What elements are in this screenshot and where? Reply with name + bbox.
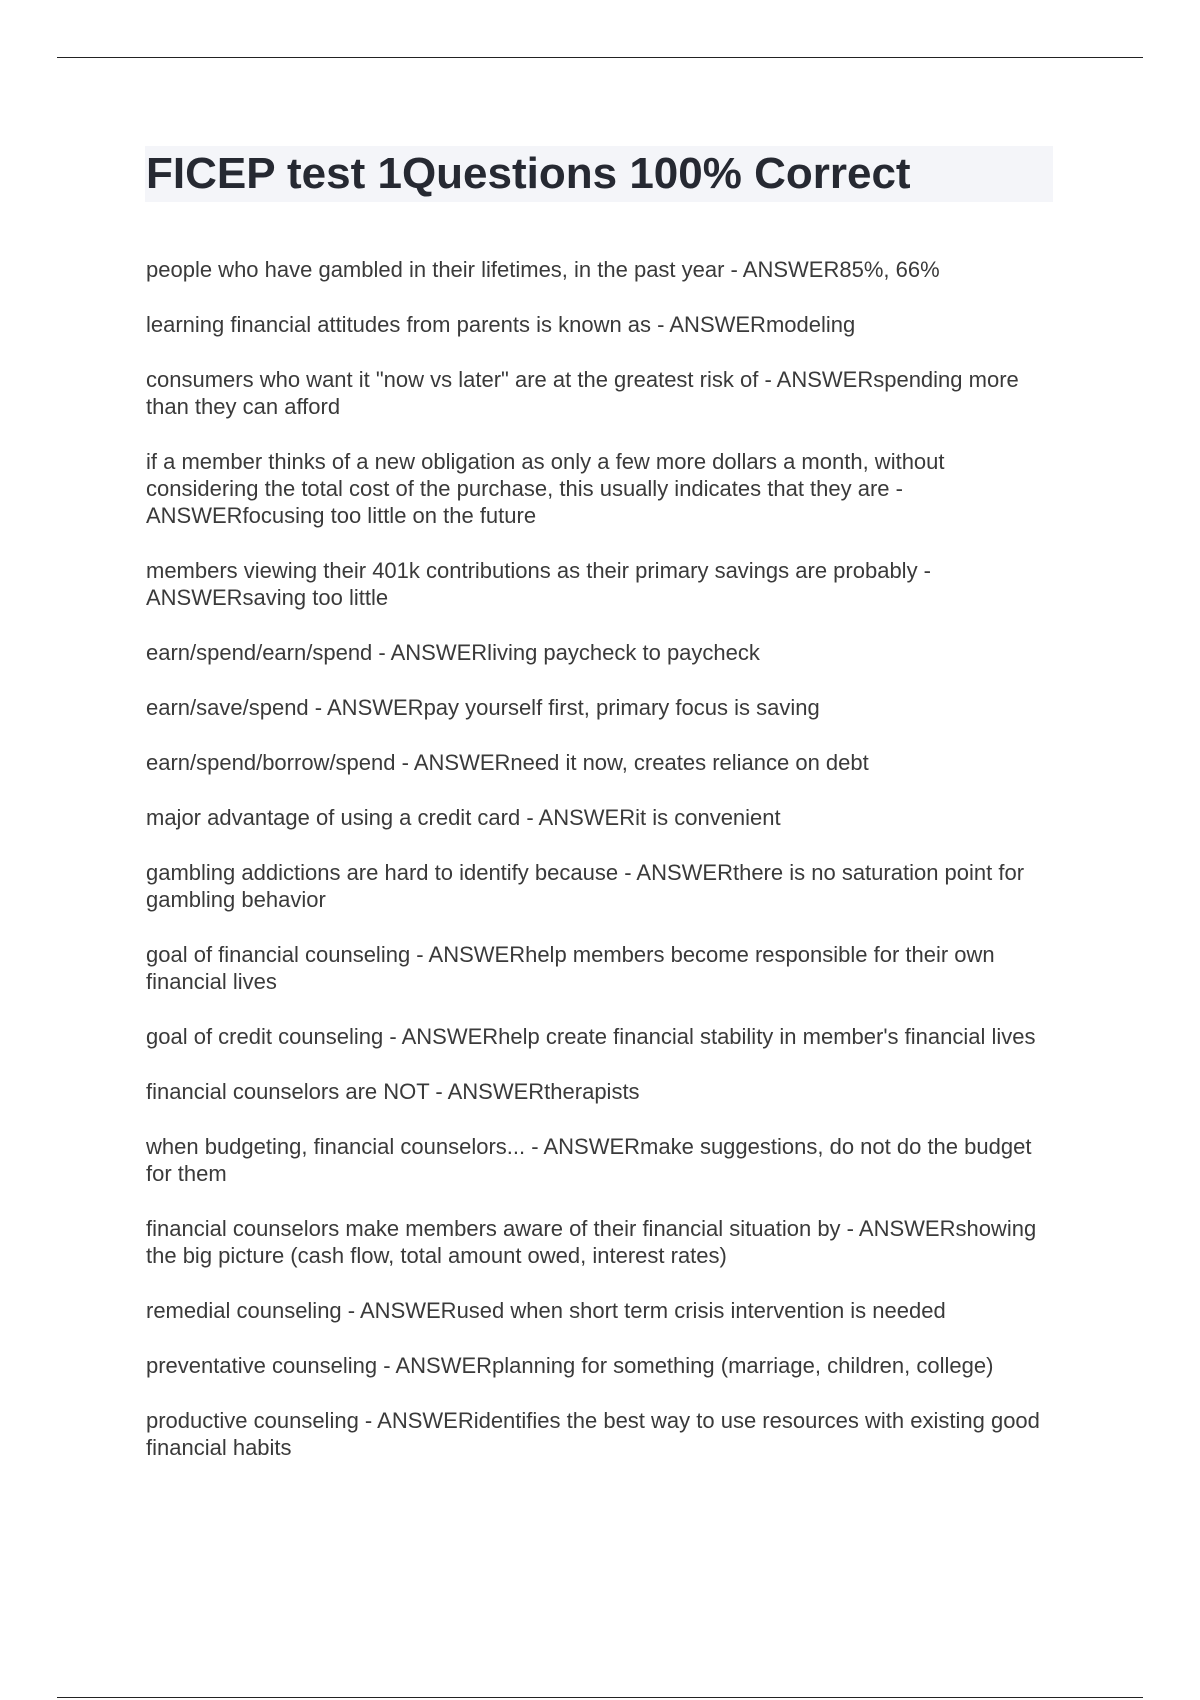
qa-item: remedial counseling - ANSWERused when short term crisis intervention is needed [146,1298,946,1323]
bottom-rule [57,1697,1143,1698]
qa-item: when budgeting, financial counselors... - ANSWERmake suggestions, do not do the budget for them [146,1134,1032,1186]
qa-item: people who have gambled in their lifetimes, in the past year - ANSWER85%, 66% [146,257,940,282]
qa-item: goal of financial counseling - ANSWERhelp members become responsible for their own financial lives [146,942,995,994]
qa-item: consumers who want it "now vs later" are at the greatest risk of - ANSWERspending more than they can afford [146,367,1019,419]
qa-item: major advantage of using a credit card - ANSWERit is convenient [146,805,781,830]
qa-item: earn/spend/earn/spend - ANSWERliving paycheck to paycheck [146,640,760,665]
qa-item: earn/save/spend - ANSWERpay yourself first, primary focus is saving [146,695,820,720]
top-rule [57,57,1143,58]
qa-item: learning financial attitudes from parents is known as - ANSWERmodeling [146,312,856,337]
qa-item: financial counselors are NOT - ANSWERtherapists [146,1079,640,1104]
qa-item: productive counseling - ANSWERidentifies the best way to use resources with existing good financial habits [146,1408,1040,1460]
qa-item: earn/spend/borrow/spend - ANSWERneed it now, creates reliance on debt [146,750,869,775]
qa-item: preventative counseling - ANSWERplanning for something (marriage, children, college) [146,1353,994,1378]
question-answer-list [146,256,1056,1489]
qa-item: goal of credit counseling - ANSWERhelp create financial stability in member's financial lives [146,1024,1036,1049]
page-title: FICEP test 1Questions 100% Correct [146,149,911,198]
qa-item: financial counselors make members aware of their financial situation by - ANSWERshowing the big picture (cash flow, total amount owed, interest rates) [146,1216,1037,1268]
qa-item: members viewing their 401k contributions as their primary savings are probably - ANSWERsaving too little [146,558,932,610]
qa-item: gambling addictions are hard to identify because - ANSWERthere is no saturation point for gambling behavior [146,860,1025,912]
qa-item: if a member thinks of a new obligation as only a few more dollars a month, without considering the total cost of the purchase, this usually indicates that they are - ANSWERfocusing too little on the future [146,449,945,528]
